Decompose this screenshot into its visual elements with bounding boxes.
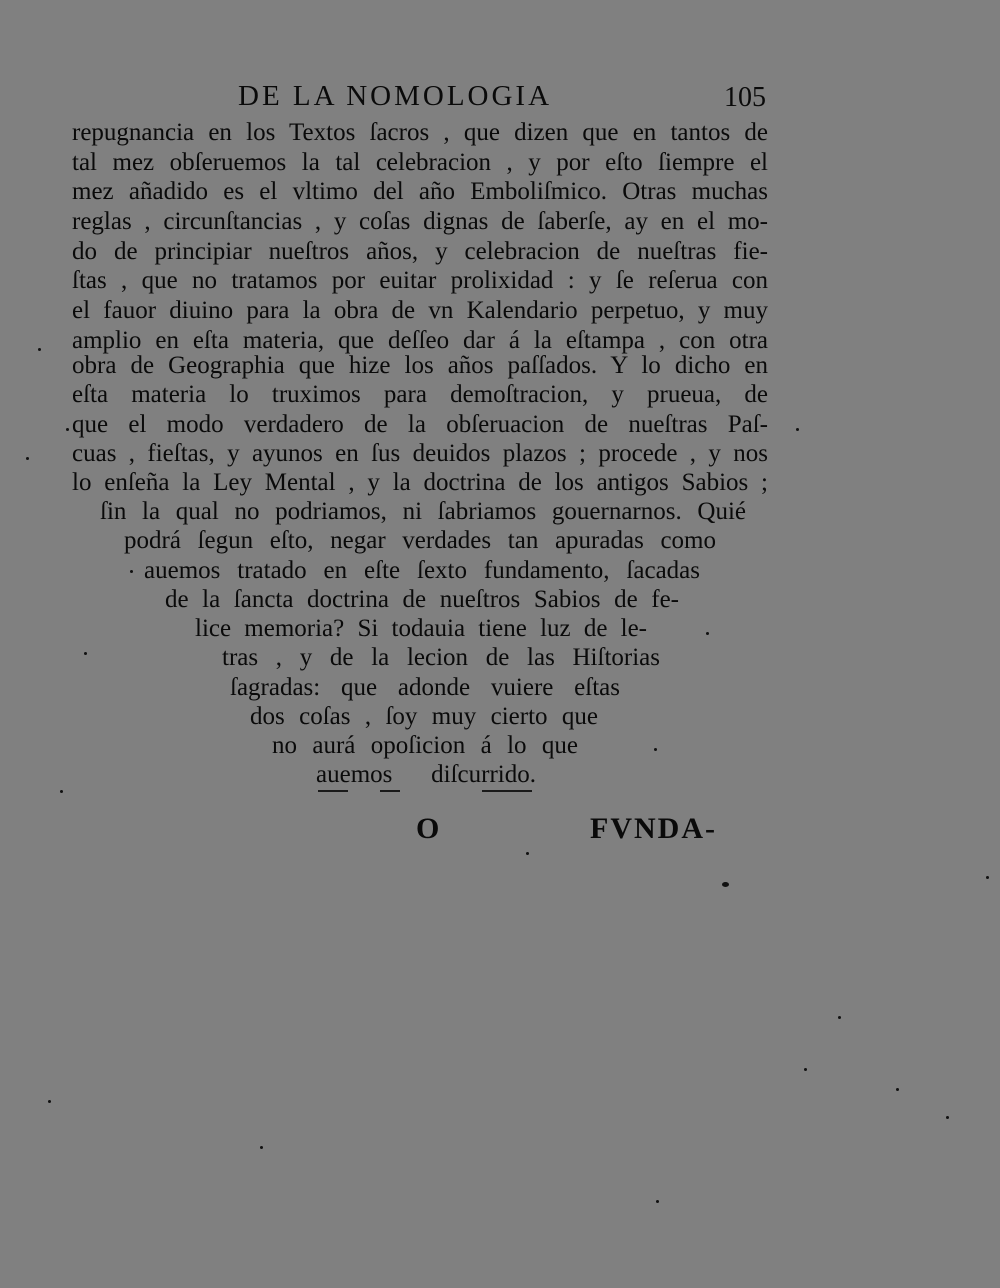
text-line: podrá ſegun eſto, negar verdades tan apuradas como xyxy=(124,527,716,554)
ink-speck xyxy=(130,570,133,573)
text-line: de la ſancta doctrina de nueſtros Sabios de fe- xyxy=(165,586,679,613)
ink-mark xyxy=(380,790,400,792)
catchword: FVNDA- xyxy=(590,812,717,845)
text-line: cuas , fieſtas, y ayunos en ſus deuidos plazos ; procede , y nos xyxy=(72,440,768,467)
ink-speck xyxy=(26,457,29,460)
text-line: no aurá opoſicion á lo que xyxy=(272,732,578,759)
text-line: que el modo verdadero de la obſeruacion de nueſtras Paſ- xyxy=(72,411,768,438)
ink-mark xyxy=(482,790,532,792)
running-head: DE LA NOMOLOGIA xyxy=(238,80,553,112)
ink-speck xyxy=(60,790,63,793)
ink-speck xyxy=(526,852,529,855)
text-line: eſta materia lo truximos para demoſtracion, y prueua, de xyxy=(72,381,768,408)
ink-speck xyxy=(796,428,799,431)
page-number: 105 xyxy=(724,82,766,113)
text-line: auemos tratado en eſte ſexto fundamento, ſacadas xyxy=(144,557,700,584)
ink-speck xyxy=(706,632,709,635)
text-line: lice memoria? Si todauia tiene luz de le- xyxy=(195,615,647,642)
text-line: dos coſas , ſoy muy cierto que xyxy=(250,703,598,730)
ink-speck xyxy=(838,1016,841,1019)
text-line: el fauor diuino para la obra de vn Kalendario perpetuo, y muy xyxy=(72,297,768,324)
ink-speck xyxy=(66,428,69,431)
signature-mark: O xyxy=(416,812,440,845)
text-line: ſagradas: que adonde vuiere eſtas xyxy=(230,674,620,701)
text-line: tal mez obſeruemos la tal celebracion , y por eſto ſiempre el xyxy=(72,149,768,176)
text-line: mez añadido es el vltimo del año Emboliſmico. Otras muchas xyxy=(72,178,768,205)
text-line: ſin la qual no podriamos, ni ſabriamos gouernarnos. Quié xyxy=(100,498,746,525)
text-line: auemos diſcurrido. xyxy=(316,761,536,788)
ink-speck xyxy=(38,348,41,351)
ink-speck xyxy=(946,1116,949,1119)
text-line: tras , y de la lecion de las Hiſtorias xyxy=(222,644,660,671)
ink-mark xyxy=(318,790,348,792)
text-line: do de principiar nueſtros años, y celebracion de nueſtras fie- xyxy=(72,238,768,265)
ink-speck xyxy=(804,1068,807,1071)
ink-speck xyxy=(896,1088,899,1091)
text-line: amplio en eſta materia, que deſſeo dar á la eſtampa , con otra xyxy=(72,327,768,354)
ink-speck xyxy=(654,748,657,751)
text-line: obra de Geographia que hize los años paſſados. Y lo dicho en xyxy=(72,352,768,379)
ink-speck xyxy=(260,1146,263,1149)
ink-speck xyxy=(48,1100,51,1103)
ink-speck xyxy=(656,1200,659,1203)
text-line: repugnancia en los Textos ſacros , que dizen que en tantos de xyxy=(72,119,768,146)
ink-speck xyxy=(986,876,989,879)
text-line: ſtas , que no tratamos por euitar prolixidad : y ſe reſerua con xyxy=(72,267,768,294)
text-line: lo enſeña la Ley Mental , y la doctrina de los antigos Sabios ; xyxy=(72,469,768,496)
ink-speck xyxy=(84,652,87,655)
ink-speck xyxy=(722,882,729,887)
text-line: reglas , circunſtancias , y coſas dignas de ſaberſe, ay en el mo- xyxy=(72,208,768,235)
